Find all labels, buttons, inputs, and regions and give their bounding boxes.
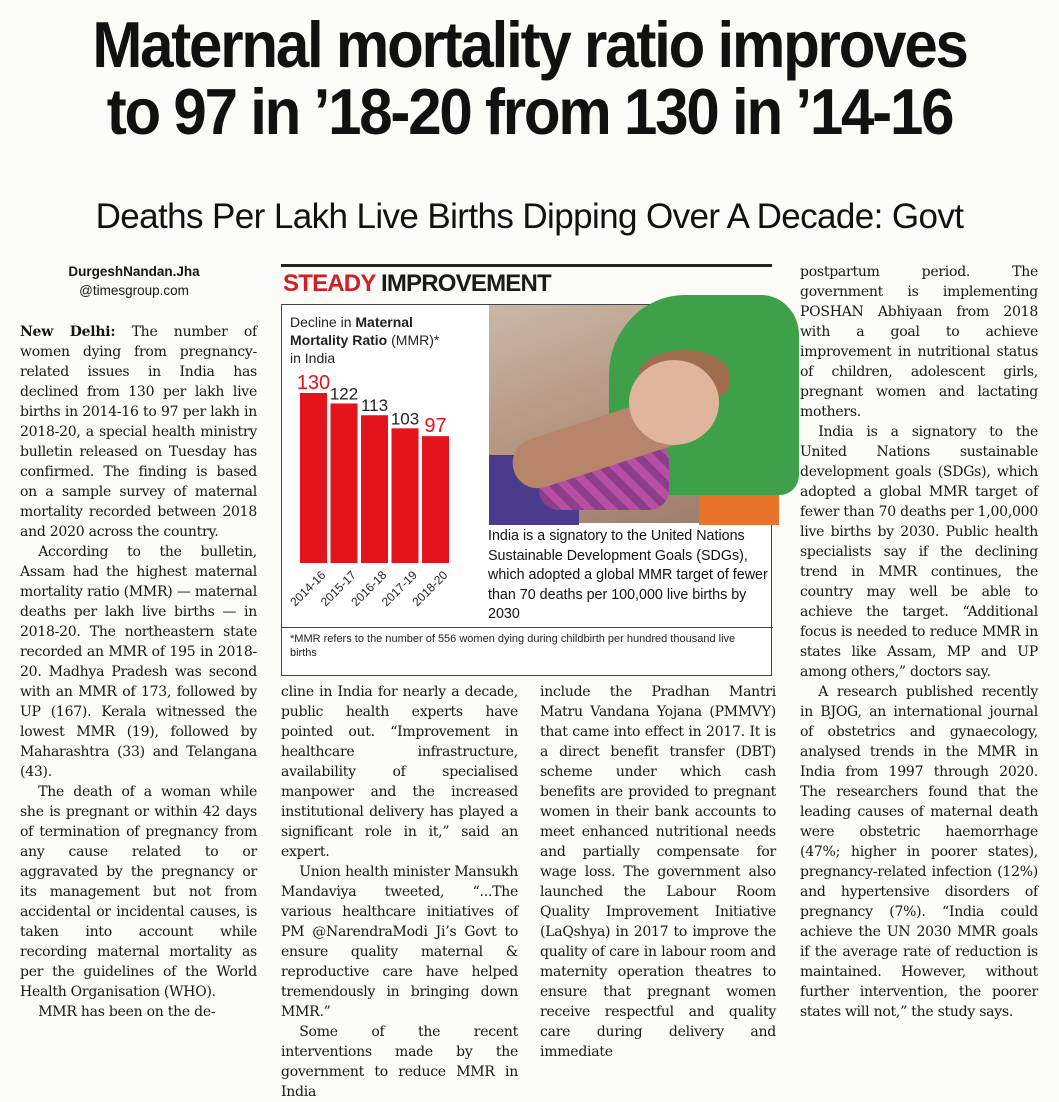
tick-label-2015-17: 2015-17 bbox=[317, 568, 359, 610]
sdg-callout: India is a signatory to the United Nations Sustainable Development Goals (SDGs), which adopted a global MMR target of fewer than 70 deaths per 100,000 live births by 2030 bbox=[488, 528, 768, 622]
box-title-improvement: IMPROVEMENT bbox=[381, 270, 551, 297]
data-label-2018-20: 97 bbox=[424, 415, 447, 438]
mmr-footnote: *MMR refers to the number of 556 women dying during childbirth per hundred thousand live births bbox=[282, 627, 773, 677]
paragraph: According to the bulletin, Assam had the highest maternal mortality ratio (MMR) — maternal deaths per lakh live births — in 2018-20. The northeastern state recorded an MMR of 195 in 2018-20. Madhya Pradesh was second with an MMR of 173, followed by UP (167). Kerala witnessed the lowest MMR (19), followed by Maharashtra (33) and Telangana (43). bbox=[20, 544, 257, 780]
byline-handle: @timesgroup.com bbox=[79, 283, 189, 298]
article-column-3 bbox=[540, 682, 776, 1090]
bar-2017-19 bbox=[392, 428, 419, 563]
article-column-1 bbox=[20, 322, 257, 1090]
chart-label: Decline in Maternal Mortality Ratio (MMR)* in India bbox=[290, 314, 440, 366]
article-column-4 bbox=[800, 262, 1038, 1090]
infographic-box bbox=[281, 264, 772, 676]
paragraph: A research published recently in BJOG, an international journal of obstetrics and gynaecology, analysed trends in the MMR in India from 1997 through 2020. The researchers found that the leading causes of maternal death were obstetric haemorrhage (47%; higher in poorer states), pregnancy-related infection (12%) and hypertensive disorders of pregnancy (7%). “India could achieve the UN 2030 MMR goals if the average rate of reduction is maintained. However, without further intervention, the poorer states will not,” the study says. bbox=[800, 684, 1038, 1020]
bar-2018-20 bbox=[422, 436, 449, 563]
headline-line-2: to 97 in ’18-20 from 130 in ’14-16 bbox=[106, 75, 953, 149]
paragraph: Some of the recent interventions made by the government to reduce MMR in India bbox=[281, 1024, 518, 1100]
bar-2016-18 bbox=[361, 415, 388, 563]
bar-2014-16 bbox=[300, 393, 327, 563]
paragraph: The death of a woman while she is pregnant or within 42 days of termination of pregnancy from any cause related to or aggravated by the pregnancy or its management but not from accidental or incidental causes, is taken into account while recording maternal mortality as per the guidelines of the World Health Organisation (WHO). bbox=[20, 784, 257, 1000]
byline bbox=[34, 262, 234, 300]
paragraph: India is a signatory to the United Nations sustainable development goals (SDGs), which adopted a global MMR target of fewer than 70 deaths per 1,00,000 live births by 2030. Public health specialists say if the declining trend in MMR continues, the country may well be able to achieve the target. “Additional focus is needed to reduce MMR in states like Assam, MP and UP among others,” doctors say. bbox=[800, 424, 1038, 680]
tick-label-2017-19: 2017-19 bbox=[378, 568, 420, 610]
paragraph: postpartum period. The government is implementing POSHAN Abhiyaan from 2018 with a goal to achieve improvement in nutritional status of children, adolescent girls, pregnant women and lactating mothers. bbox=[800, 264, 1038, 420]
tick-label-2016-18: 2016-18 bbox=[348, 568, 390, 610]
mother-baby-photo bbox=[489, 305, 771, 523]
headline bbox=[0, 8, 1059, 149]
mmr-bar-chart bbox=[282, 365, 487, 627]
paragraph: New Delhi: The number of women dying from pregnancy-related issues in India has declined from 130 per lakh live births in 2014-16 to 97 per lakh in 2018-20, a special health ministry bulletin released on Tuesday has confirmed. The finding is based on a sample survey of maternal mortality recorded between 2018 and 2020 across the country. bbox=[20, 324, 257, 540]
paragraph: MMR has been on the de- bbox=[38, 1004, 216, 1020]
byline-name: DurgeshNandan.Jha bbox=[68, 264, 200, 279]
data-label-2015-17: 122 bbox=[329, 384, 359, 404]
paragraph: Union health minister Mansukh Mandaviya tweeted, “...The various healthcare initiatives of PM @NarendraModi Ji’s Govt to ensure quality maternal & reproductive care have helped tremendously in bringing down MMR.” bbox=[281, 864, 518, 1020]
headline-line-1: Maternal mortality ratio improves bbox=[92, 8, 967, 82]
data-label-2016-18: 113 bbox=[360, 396, 389, 416]
tick-label-2018-20: 2018-20 bbox=[409, 568, 451, 610]
data-label-2014-16: 130 bbox=[296, 372, 331, 394]
paragraph: include the Pradhan Mantri Matru Vandana Yojana (PMMVY) that came into effect in 2017. It is a direct benefit transfer (DBT) scheme under which cash benefits are provided to pregnant women in their bank accounts to meet enhanced nutritional needs and partially compensate for wage loss. The government also launched the Labour Room Quality Improvement Initiative (LaQshya) in 2017 to improve the quality of care in labour room and maternity operation theatres to ensure that pregnant women receive respectful and quality care during delivery and immediate bbox=[540, 684, 776, 1060]
infographic-frame bbox=[281, 304, 772, 676]
subheadline: Deaths Per Lakh Live Births Dipping Over A Decade: Govt bbox=[95, 197, 964, 236]
box-top-rule bbox=[281, 264, 772, 267]
box-title bbox=[283, 270, 551, 298]
box-title-steady: STEADY bbox=[283, 270, 376, 297]
bar-2015-17 bbox=[331, 403, 358, 563]
tick-label-2014-16: 2014-16 bbox=[287, 568, 329, 610]
data-label-2017-19: 103 bbox=[390, 409, 420, 429]
dateline: New Delhi: bbox=[20, 324, 116, 340]
article-column-2 bbox=[281, 682, 518, 1100]
paragraph: cline in India for nearly a decade, public health experts have pointed out. “Improvement in healthcare infrastructure, availability of specialised manpower and the increased institutional delivery has played a significant role in it,” said an expert. bbox=[281, 684, 518, 860]
